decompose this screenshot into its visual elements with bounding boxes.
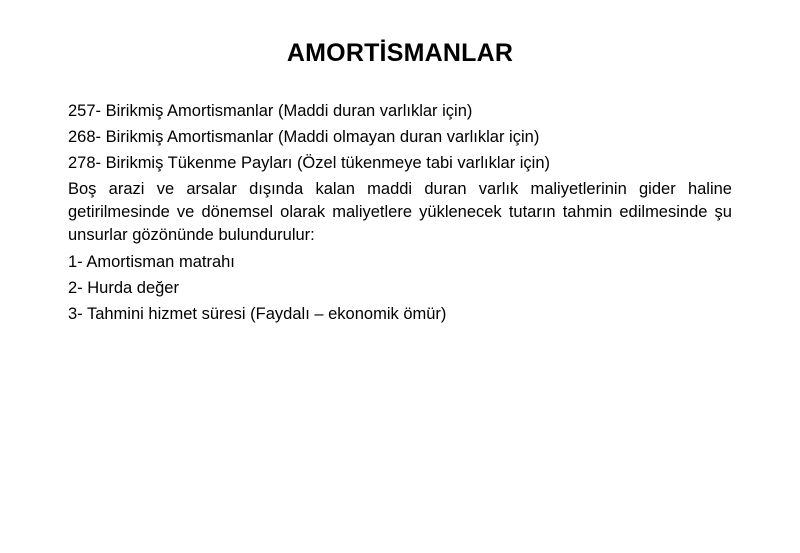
account-line-278: 278- Birikmiş Tükenme Payları (Özel tükenmeye tabi varlıklar için) bbox=[68, 154, 551, 172]
slide-body bbox=[68, 100, 732, 329]
list-item-3: 3- Tahmini hizmet süresi (Faydalı – ekonomik ömür) bbox=[68, 305, 447, 323]
account-line-257: 257- Birikmiş Amortismanlar (Maddi duran varlıklar için) bbox=[68, 102, 473, 120]
account-line-268: 268- Birikmiş Amortismanlar (Maddi olmayan duran varlıklar için) bbox=[68, 128, 540, 146]
list-item-2: 2- Hurda değer bbox=[68, 279, 179, 297]
list-item-1: 1- Amortisman matrahı bbox=[68, 253, 235, 271]
description-paragraph: Boş arazi ve arsalar dışında kalan maddi duran varlık maliyetlerinin gider haline getirilmesinde ve dönemsel olarak maliyetlere yüklenecek tutarın tahmin edilmesinde şu unsurlar gözönünde bulundurulur: bbox=[68, 180, 732, 244]
slide-title: AMORTİSMANLAR bbox=[286, 39, 514, 67]
